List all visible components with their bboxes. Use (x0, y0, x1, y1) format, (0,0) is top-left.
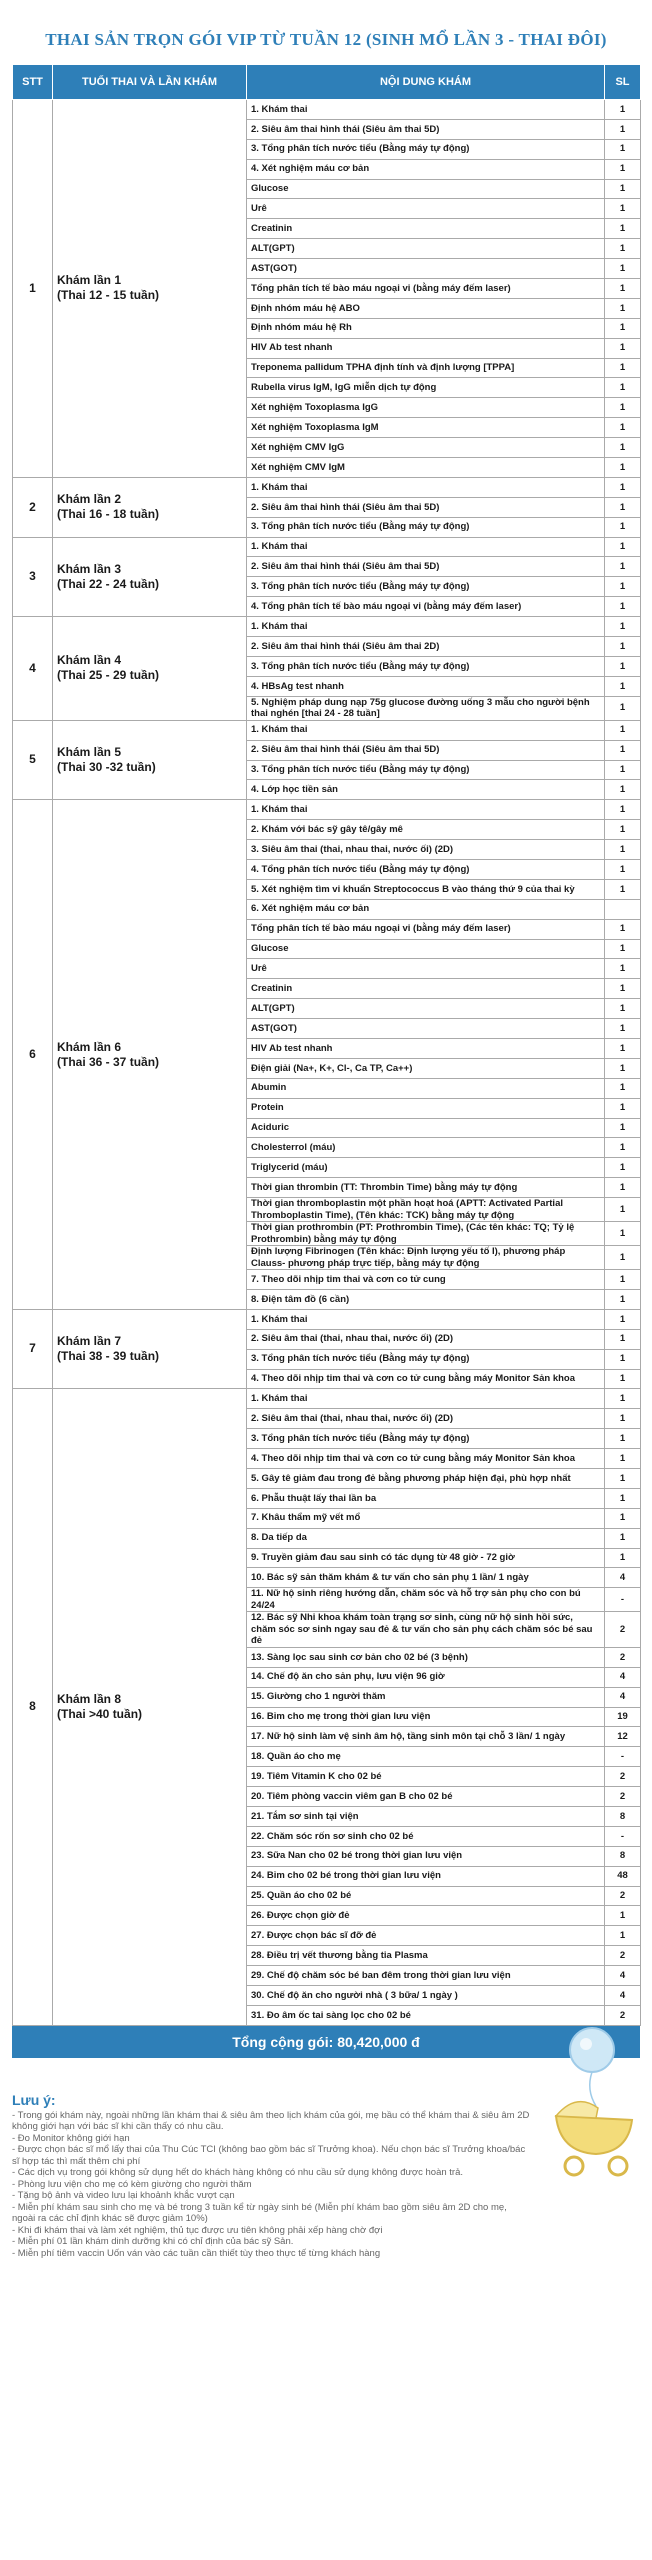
service-item: Định lượng Fibrinogen (Tên khác: Định lượng yếu tố I), phương pháp Clauss- phương pháp trực tiếp, bằng máy tự động (247, 1246, 605, 1270)
service-quantity: 1 (605, 477, 641, 497)
service-item: 5. Gây tê giảm đau trong đẻ bằng phương pháp hiện đại, phù hợp nhất (247, 1469, 605, 1489)
service-quantity: - (605, 1588, 641, 1612)
service-item: 22. Chăm sóc rốn sơ sinh cho 02 bé (247, 1826, 605, 1846)
service-item: Rubella virus IgM, IgG miễn dịch tự động (247, 378, 605, 398)
service-item: Aciduric (247, 1118, 605, 1138)
service-item: 17. Nữ hộ sinh làm vệ sinh âm hộ, tầng sinh môn tại chỗ 3 lần/ 1 ngày (247, 1727, 605, 1747)
service-quantity: 1 (605, 1019, 641, 1039)
service-item: Cholesterrol (máu) (247, 1138, 605, 1158)
service-item: 3. Tổng phân tích nước tiểu (Bằng máy tự động) (247, 1429, 605, 1449)
service-quantity: 1 (605, 338, 641, 358)
service-item: Glucose (247, 939, 605, 959)
service-quantity: 1 (605, 1118, 641, 1138)
service-item: 1. Khám thai (247, 100, 605, 120)
service-quantity: 1 (605, 740, 641, 760)
service-quantity: 1 (605, 378, 641, 398)
service-quantity: 1 (605, 100, 641, 120)
service-item: 21. Tắm sơ sinh tại viện (247, 1806, 605, 1826)
service-item: Tổng phân tích tế bào máu ngoại vi (bằng máy đếm laser) (247, 279, 605, 299)
service-item: Glucose (247, 179, 605, 199)
service-quantity: 4 (605, 1687, 641, 1707)
service-item: 10. Bác sỹ sản thăm khám & tư vấn cho sản phụ 1 lần/ 1 ngày (247, 1568, 605, 1588)
service-quantity: 1 (605, 199, 641, 219)
table-row (13, 537, 641, 557)
table-header-row (13, 65, 641, 100)
service-item: 8. Điện tâm đồ (6 cần) (247, 1289, 605, 1309)
service-item: 2. Siêu âm thai hình thái (Siêu âm thai 2D) (247, 637, 605, 657)
service-quantity: 48 (605, 1866, 641, 1886)
note-item: - Miễn phí khám sau sinh cho mẹ và bé trong 3 tuần kể từ ngày sinh bé (Miễn phí khám bao gồm siêu âm 2D cho mẹ, ngoài ra các chỉ định khác sẽ được giảm 10%) (12, 2201, 507, 2225)
service-item: Thời gian prothrombin (PT: Prothrombin Time), (Các tên khác: TQ; Tỷ lệ Prothrombin) bằng máy tự động (247, 1222, 605, 1246)
service-quantity: 2 (605, 1946, 641, 1966)
service-item: Thời gian thrombin (TT: Thrombin Time) bằng máy tự động (247, 1178, 605, 1198)
service-item: 3. Tổng phân tích nước tiểu (Bằng máy tự động) (247, 517, 605, 537)
service-quantity: 1 (605, 398, 641, 418)
service-quantity: 1 (605, 1158, 641, 1178)
service-item: 9. Truyền giảm đau sau sinh có tác dụng từ 48 giờ - 72 giờ (247, 1548, 605, 1568)
service-quantity: 2 (605, 1886, 641, 1906)
visit-name: Khám lần 5 (57, 745, 122, 759)
table-row (13, 800, 641, 820)
service-quantity: 12 (605, 1727, 641, 1747)
header-visit: TUỔI THAI VÀ LẦN KHÁM (53, 65, 247, 100)
service-quantity: 1 (605, 820, 641, 840)
service-quantity: 1 (605, 1369, 641, 1389)
service-item: 4. Theo dõi nhịp tim thai và cơn co tử cung bằng máy Monitor Sản khoa (247, 1369, 605, 1389)
service-quantity: 1 (605, 597, 641, 617)
visit-number: 6 (13, 800, 53, 1310)
service-item: 19. Tiêm Vitamin K cho 02 bé (247, 1767, 605, 1787)
notes-section (0, 2058, 652, 2260)
visit-number: 7 (13, 1309, 53, 1389)
visit-cell (53, 1389, 247, 2025)
note-item: - Khi đi khám thai và làm xét nghiệm, thủ tục được ưu tiên không phải xếp hàng chờ đợi (12, 2224, 383, 2236)
service-item: 7. Theo dõi nhịp tim thai và cơn co tử cung (247, 1270, 605, 1290)
service-quantity: 4 (605, 1667, 641, 1687)
service-quantity: 1 (605, 1038, 641, 1058)
service-quantity: 1 (605, 318, 641, 338)
service-item: Treponema pallidum TPHA định tính và định lượng [TPPA] (247, 358, 605, 378)
service-quantity: 1 (605, 919, 641, 939)
service-item: 29. Chế độ chăm sóc bé ban đêm trong thời gian lưu viện (247, 1966, 605, 1986)
visit-name: Khám lần 3 (57, 561, 122, 576)
service-quantity: 1 (605, 1488, 641, 1508)
service-item: Thời gian thromboplastin một phần hoạt hoá (APTT: Activated Partial Thromboplastin Time), (Tên khác: TCK) bằng máy tự động (247, 1198, 605, 1222)
service-quantity: 1 (605, 1548, 641, 1568)
service-item: 4. Tổng phân tích tế bào máu ngoại vi (bằng máy đếm laser) (247, 597, 605, 617)
service-item: 1. Khám thai (247, 617, 605, 637)
service-item: 6. Xét nghiệm máu cơ bản (247, 899, 605, 919)
service-item: ALT(GPT) (247, 239, 605, 259)
service-quantity: 1 (605, 557, 641, 577)
service-quantity: 1 (605, 840, 641, 860)
visit-period: (Thai >40 tuần) (57, 1707, 143, 1722)
service-item: 26. Được chọn giờ đẻ (247, 1906, 605, 1926)
visit-name: Khám lần 4 (57, 653, 122, 668)
service-quantity: 1 (605, 139, 641, 159)
service-quantity: 1 (605, 577, 641, 597)
service-quantity: 1 (605, 438, 641, 458)
service-quantity: 1 (605, 1138, 641, 1158)
service-quantity: 4 (605, 1568, 641, 1588)
service-quantity: 4 (605, 1966, 641, 1986)
table-body (13, 100, 641, 2026)
service-quantity: 1 (605, 1409, 641, 1429)
visit-number: 2 (13, 477, 53, 537)
service-quantity: 1 (605, 780, 641, 800)
service-item: 5. Xét nghiệm tìm vi khuẩn Streptococcus B vào tháng thứ 9 của thai kỳ (247, 879, 605, 899)
service-quantity: 1 (605, 637, 641, 657)
service-item: Creatinin (247, 979, 605, 999)
table-row (13, 617, 641, 637)
service-quantity: 1 (605, 179, 641, 199)
visit-period: (Thai 22 - 24 tuần) (57, 576, 160, 591)
service-item: 13. Sàng lọc sau sinh cơ bản cho 02 bé (3 bệnh) (247, 1647, 605, 1667)
service-quantity: 1 (605, 859, 641, 879)
service-item: Protein (247, 1098, 605, 1118)
service-quantity: 1 (605, 1469, 641, 1489)
service-quantity: 1 (605, 219, 641, 239)
service-item: 4. Xét nghiệm máu cơ bản (247, 159, 605, 179)
visit-period: (Thai 30 -32 tuần) (57, 760, 156, 774)
visit-name: Khám lần 6 (57, 1039, 122, 1054)
service-quantity (605, 899, 641, 919)
service-quantity: 1 (605, 1078, 641, 1098)
service-item: 2. Siêu âm thai hình thái (Siêu âm thai 5D) (247, 740, 605, 760)
visit-cell (53, 617, 247, 721)
service-item: Định nhóm máu hệ ABO (247, 298, 605, 318)
note-item: - Các dịch vụ trong gói không sử dụng hết do khách hàng không có nhu cầu sử dụng không được hoàn trả. (12, 2167, 463, 2179)
service-quantity: 1 (605, 537, 641, 557)
header-qty: SL (605, 65, 641, 100)
service-quantity: 1 (605, 1389, 641, 1409)
visit-cell (53, 537, 247, 617)
service-quantity: 1 (605, 1349, 641, 1369)
service-item: Triglycerid (máu) (247, 1158, 605, 1178)
service-item: 4. HBsAg test nhanh (247, 676, 605, 696)
service-item: 18. Quần áo cho mẹ (247, 1747, 605, 1767)
service-quantity: 1 (605, 458, 641, 478)
service-item: ALT(GPT) (247, 999, 605, 1019)
page-title: THAI SẢN TRỌN GÓI VIP TỪ TUẦN 12 (SINH MỔ LẦN 3 - THAI ĐÔI) (45, 30, 607, 49)
service-item: 20. Tiêm phòng vaccin viêm gan B cho 02 bé (247, 1787, 605, 1807)
service-quantity: 1 (605, 517, 641, 537)
visit-number: 4 (13, 617, 53, 721)
service-quantity: 2 (605, 2005, 641, 2025)
service-item: 1. Khám thai (247, 477, 605, 497)
service-quantity: 1 (605, 497, 641, 517)
service-item: Urê (247, 959, 605, 979)
visit-number: 5 (13, 720, 53, 800)
service-item: 2. Siêu âm thai (thai, nhau thai, nước ối) (2D) (247, 1409, 605, 1429)
service-quantity: 1 (605, 720, 641, 740)
service-item: Abumin (247, 1078, 605, 1098)
baby-carriage-balloon-icon (536, 2020, 646, 2180)
visit-period: (Thai 16 - 18 tuần) (57, 507, 160, 522)
notes-title: Lưu ý: (12, 2091, 56, 2108)
service-item: 1. Khám thai (247, 1389, 605, 1409)
service-item: 4. Tổng phân tích nước tiểu (Bằng máy tự động) (247, 859, 605, 879)
service-quantity: 1 (605, 656, 641, 676)
service-item: HIV Ab test nhanh (247, 338, 605, 358)
service-item: 11. Nữ hộ sinh riêng hướng dẫn, chăm sóc và hỗ trợ sản phụ cho con bú 24/24 (247, 1588, 605, 1612)
visit-name: Khám lần 7 (57, 1334, 122, 1349)
service-quantity: 1 (605, 696, 641, 720)
service-item: AST(GOT) (247, 259, 605, 279)
service-item: 12. Bác sỹ Nhi khoa khám toàn trạng sơ sinh, cùng nữ hộ sinh hồi sức, chăm sóc sơ sinh ngay sau đẻ & tư vấn cho sản phụ cách chăm sóc bé sau đẻ (247, 1612, 605, 1648)
service-quantity: 1 (605, 1058, 641, 1078)
service-quantity: 1 (605, 1098, 641, 1118)
service-quantity: 1 (605, 979, 641, 999)
header-stt: STT (13, 65, 53, 100)
visit-period: (Thai 12 - 15 tuần) (57, 288, 160, 303)
service-quantity: 1 (605, 279, 641, 299)
service-item: 3. Tổng phân tích nước tiểu (Bằng máy tự động) (247, 1349, 605, 1369)
service-item: Điện giải (Na+, K+, Cl-, Ca TP, Ca++) (247, 1058, 605, 1078)
note-item: - Phòng lưu viện cho mẹ có kèm giường cho người thăm (12, 2178, 252, 2190)
visit-period: (Thai 38 - 39 tuần) (57, 1349, 160, 1364)
service-quantity: 1 (605, 999, 641, 1019)
visit-name: Khám lần 1 (57, 273, 122, 288)
service-quantity: 1 (605, 676, 641, 696)
service-item: Creatinin (247, 219, 605, 239)
service-quantity: 1 (605, 760, 641, 780)
table-row (13, 720, 641, 740)
service-quantity: 1 (605, 800, 641, 820)
service-item: Xét nghiệm CMV IgM (247, 458, 605, 478)
service-quantity: 1 (605, 1246, 641, 1270)
service-item: 16. Bỉm cho mẹ trong thời gian lưu viện (247, 1707, 605, 1727)
visit-number: 8 (13, 1389, 53, 2025)
service-item: 2. Siêu âm thai hình thái (Siêu âm thai 5D) (247, 557, 605, 577)
service-quantity: 1 (605, 1528, 641, 1548)
service-quantity: 2 (605, 1647, 641, 1667)
service-item: 24. Bỉm cho 02 bé trong thời gian lưu viện (247, 1866, 605, 1886)
service-quantity: 1 (605, 1289, 641, 1309)
service-quantity: 1 (605, 1270, 641, 1290)
service-item: 14. Chế độ ăn cho sản phụ, lưu viện 96 giờ (247, 1667, 605, 1687)
service-quantity: 1 (605, 298, 641, 318)
service-item: 3. Tổng phân tích nước tiểu (Bằng máy tự động) (247, 656, 605, 676)
service-quantity: 2 (605, 1767, 641, 1787)
package-table (12, 64, 641, 2026)
note-item: - Miễn phí 01 lần khám dinh dưỡng khi có chỉ định của bác sỹ Sản. (12, 2236, 294, 2248)
service-quantity: 1 (605, 1198, 641, 1222)
service-item: 3. Tổng phân tích nước tiểu (Bằng máy tự động) (247, 577, 605, 597)
service-quantity: 1 (605, 1429, 641, 1449)
service-item: 3. Tổng phân tích nước tiểu (Bằng máy tự động) (247, 760, 605, 780)
service-quantity: 2 (605, 1787, 641, 1807)
service-item: 25. Quần áo cho 02 bé (247, 1886, 605, 1906)
note-item: - Đo Monitor không giới hạn (12, 2132, 130, 2144)
table-row (13, 1389, 641, 1409)
service-quantity: 1 (605, 617, 641, 637)
service-item: 3. Tổng phân tích nước tiểu (Bằng máy tự động) (247, 139, 605, 159)
service-item: 23. Sữa Nan cho 02 bé trong thời gian lưu viện (247, 1846, 605, 1866)
service-quantity: 1 (605, 239, 641, 259)
service-quantity: 1 (605, 1178, 641, 1198)
service-item: Xét nghiệm CMV IgG (247, 438, 605, 458)
visit-cell (53, 1309, 247, 1389)
service-item: 4. Lớp học tiền sản (247, 780, 605, 800)
service-quantity: 1 (605, 119, 641, 139)
service-quantity: 1 (605, 939, 641, 959)
service-item: 7. Khâu thẩm mỹ vết mổ (247, 1508, 605, 1528)
visit-cell (53, 100, 247, 478)
service-item: 2. Siêu âm thai hình thái (Siêu âm thai 5D) (247, 119, 605, 139)
service-quantity: 1 (605, 879, 641, 899)
service-item: 2. Siêu âm thai (thai, nhau thai, nước ối) (2D) (247, 1329, 605, 1349)
service-item: 1. Khám thai (247, 1309, 605, 1329)
visit-cell (53, 800, 247, 1310)
visit-cell (53, 720, 247, 800)
visit-number: 1 (13, 100, 53, 478)
service-item: Xét nghiệm Toxoplasma IgG (247, 398, 605, 418)
visit-cell (53, 477, 247, 537)
service-item: 15. Giường cho 1 người thăm (247, 1687, 605, 1707)
service-item: 2. Siêu âm thai hình thái (Siêu âm thai 5D) (247, 497, 605, 517)
service-quantity: 1 (605, 418, 641, 438)
service-item: 1. Khám thai (247, 537, 605, 557)
note-item: - Miễn phí tiêm vaccin Uốn ván vào các tuần cần thiết tùy theo thực tế từng khách hàng (12, 2247, 381, 2259)
table-row (13, 1309, 641, 1329)
service-item: 2. Khám với bác sỹ gây tê/gây mê (247, 820, 605, 840)
service-quantity: 1 (605, 259, 641, 279)
service-item: 3. Siêu âm thai (thai, nhau thai, nước ối) (2D) (247, 840, 605, 860)
service-quantity: 19 (605, 1707, 641, 1727)
visit-number: 3 (13, 537, 53, 617)
service-quantity: 8 (605, 1806, 641, 1826)
service-item: 30. Chế độ ăn cho người nhà ( 3 bữa/ 1 ngày ) (247, 1985, 605, 2005)
visit-name: Khám lần 2 (57, 492, 122, 507)
service-quantity: 1 (605, 959, 641, 979)
service-quantity: 4 (605, 1985, 641, 2005)
visit-period: (Thai 36 - 37 tuần) (57, 1054, 160, 1069)
note-item: - Được chọn bác sĩ mổ lấy thai của Thu Cúc TCI (không bao gồm bác sĩ Trưởng khoa). Nếu chọn bác sĩ Trưởng khoa/bác sĩ hợp tác thì mất thêm chi phí (12, 2144, 526, 2167)
service-quantity: 1 (605, 159, 641, 179)
service-item: 5. Nghiệm pháp dung nạp 75g glucose đường uống 3 mẫu cho người bệnh thai nghén [thai 24 - 28 tuần] (247, 696, 605, 720)
total-price: Tổng cộng gói: 80,420,000 đ (12, 2026, 640, 2058)
note-item: - Tặng bộ ảnh và video lưu lại khoảnh khắc vượt cạn (12, 2190, 235, 2202)
service-quantity: 1 (605, 1449, 641, 1469)
service-item: Định nhóm máu hệ Rh (247, 318, 605, 338)
notes-list (12, 2110, 532, 2260)
visit-period: (Thai 25 - 29 tuần) (57, 668, 160, 683)
note-item: - Trong gói khám này, ngoài những lần khám thai & siêu âm theo lịch khám của gói, mẹ bầu có thể khám thai & siêu âm 2D không giới hạn với bác sĩ khi cần thấy có nhu cầu. (12, 2109, 530, 2133)
service-quantity: 8 (605, 1846, 641, 1866)
service-item: 28. Điều trị vết thương bằng tia Plasma (247, 1946, 605, 1966)
service-item: AST(GOT) (247, 1019, 605, 1039)
service-item: Xét nghiệm Toxoplasma IgM (247, 418, 605, 438)
service-item: 27. Được chọn bác sĩ đỡ đẻ (247, 1926, 605, 1946)
service-quantity: - (605, 1747, 641, 1767)
service-quantity: - (605, 1826, 641, 1846)
service-item: Tổng phân tích tế bào máu ngoại vi (bằng máy đếm laser) (247, 919, 605, 939)
visit-name: Khám lần 8 (57, 1692, 122, 1707)
service-quantity: 1 (605, 1309, 641, 1329)
service-quantity: 1 (605, 1222, 641, 1246)
service-quantity: 2 (605, 1612, 641, 1648)
service-item: 1. Khám thai (247, 800, 605, 820)
service-quantity: 1 (605, 1926, 641, 1946)
header-content: NỘI DUNG KHÁM (247, 65, 605, 100)
service-item: 6. Phẫu thuật lấy thai lần ba (247, 1488, 605, 1508)
service-quantity: 1 (605, 1906, 641, 1926)
service-quantity: 1 (605, 358, 641, 378)
service-item: Urê (247, 199, 605, 219)
service-item: 4. Theo dõi nhịp tim thai và cơn co tử cung bằng máy Monitor Sản khoa (247, 1449, 605, 1469)
service-quantity: 1 (605, 1329, 641, 1349)
service-item: 31. Đo âm ốc tai sàng lọc cho 02 bé (247, 2005, 605, 2025)
service-item: 8. Da tiếp da (247, 1528, 605, 1548)
service-quantity: 1 (605, 1508, 641, 1528)
table-row (13, 477, 641, 497)
service-item: HIV Ab test nhanh (247, 1038, 605, 1058)
table-row (13, 100, 641, 120)
service-item: 1. Khám thai (247, 720, 605, 740)
